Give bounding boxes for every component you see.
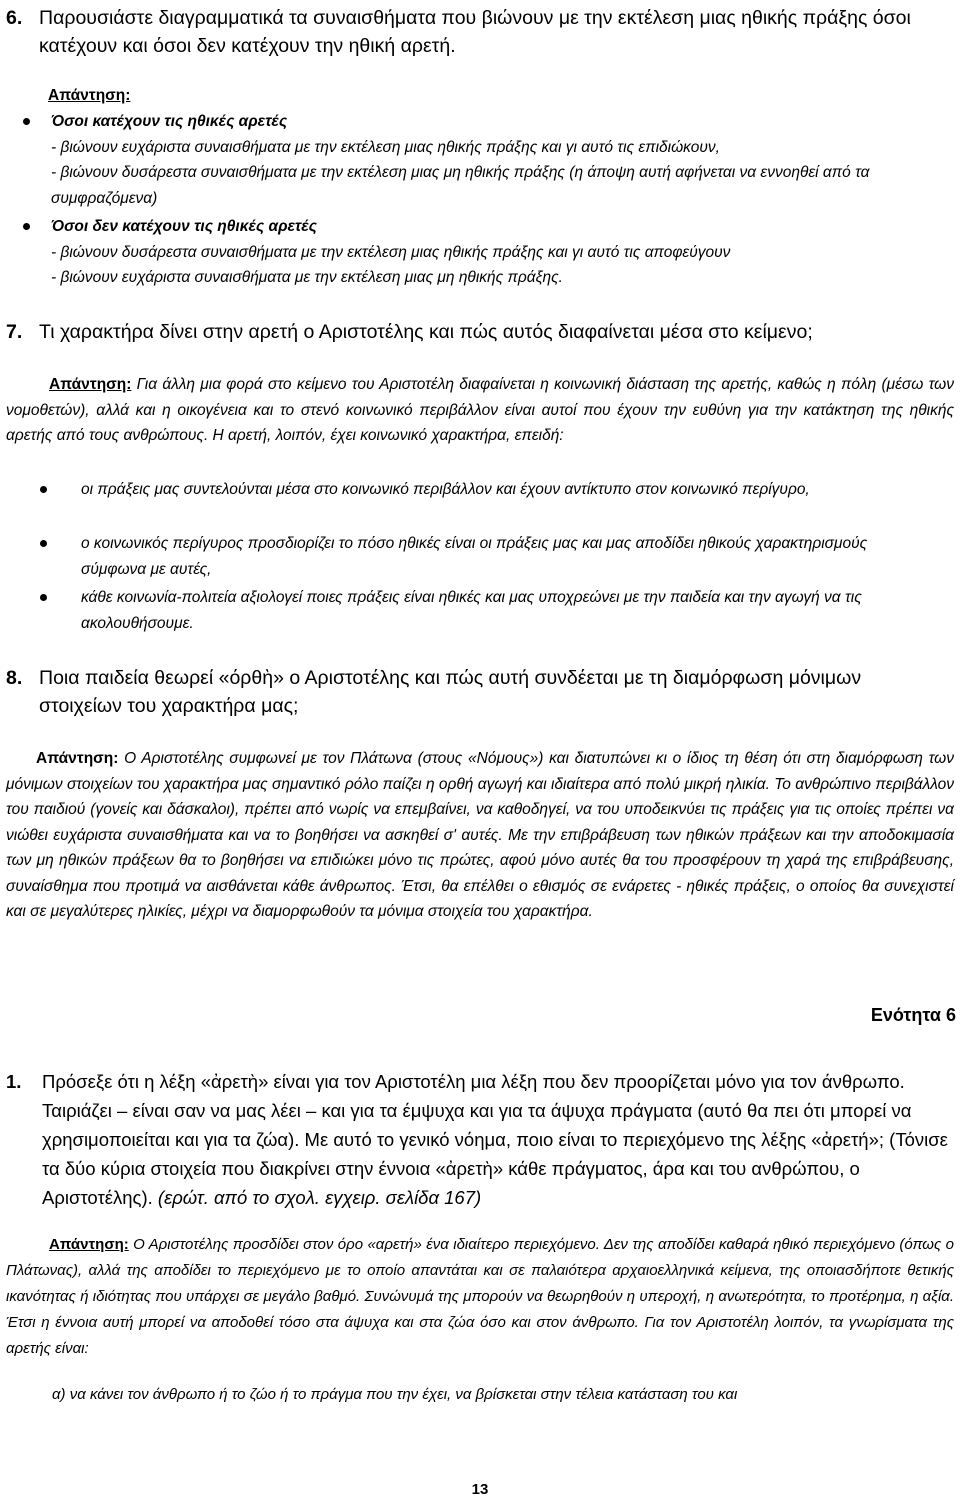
question-text: Πρόσεξε ότι η λέξη «ἀρετὴ» είναι για τον Αριστοτέλη μια λέξη που δεν προορίζεται μόνο για τον άνθρωπο. Ταιριάζει – είναι σαν να μας λέει – και για τα έμψυχα και για τα άψυχα πράγματα (αυτό θα πει ότι μπορεί να χρησιμοποιείται και για τα ζώα). Με αυτό το γενικό νόημα, ποιο είναι το περιεχόμενο της λέξης «ἀρετή»; (Τόνισε τα δύο κύρια στοιχεία που διακρίνει στην έννοια «ἀρετὴ» κάθε πράγματος, άρα και του ανθρώπου, ο Αριστοτέλης). <box>42 1071 948 1208</box>
question-1 <box>6 1067 956 1212</box>
group-1-title: Όσοι κατέχουν τις ηθικές αρετές <box>51 113 288 130</box>
question-number: 8. <box>6 667 23 689</box>
group-1-line: - βιώνουν δυσάρεστα συναισθήματα με την εκτέλεση μιας μη ηθικής πράξης (η άποψη αυτή αφήνεται να εννοηθεί από τα συμφραζόμενα) <box>51 164 870 207</box>
bullet-icon <box>40 540 47 547</box>
bullet-item: οι πράξεις μας συντελούνται μέσα στο κοινωνικό περιβάλλον και έχουν αντίκτυπο στον κοινωνικό περίγυρο, <box>81 481 810 498</box>
section-heading: Ενότητα 6 <box>870 1005 956 1025</box>
question-number: 1. <box>6 1071 22 1092</box>
question-text: Ποια παιδεία θεωρεί «όρθὴ» ο Αριστοτέλης και πώς αυτή συνδέεται με τη διαμόρφωση μόνιμων στοιχείων του χαρακτήρα μας; <box>39 667 862 717</box>
question-reference: (ερώτ. από το σχολ. εγχειρ. σελίδα 167) <box>152 1187 482 1208</box>
answer-text: Για άλλη μια φορά στο κείμενο του Αριστοτέλη διαφαίνεται η κοινωνική διάσταση της αρετής, καθώς η πόλη (μέσω των νομοθετών), αλλά και η οικογένεια και το στενό κοινωνικό περιβάλλον είναι αυτοί που έχουν την ευθύνη για την κατάκτηση της ηθικής αρετής από τους ανθρώπους. Η αρετή, λοιπόν, έχει κοινωνικό χαρακτήρα, επειδή: <box>6 376 954 444</box>
answer-label: Απάντηση: <box>49 1236 129 1253</box>
group-1 <box>51 109 951 211</box>
group-2 <box>51 214 951 291</box>
answer-text: Ο Αριστοτέλης προσδίδει στον όρο «αρετή» ένα ιδιαίτερο περιεχόμενο. Δεν της αποδίδει καθαρά ηθικό περιεχόμενο (όπως ο Πλάτωνας), αλλά της αποδίδει το περιεχόμενο με το οποίο απαντάται και σε παλαιότερα αρχαιοελληνικά κείμενα, της οποιασδήποτε θετικής ικανότητας ή ιδιότητας που υπάρχει σε μεγάλο βαθμό. Συνώνυμά της μπορούν να θεωρηθούν η υπεροχή, η ανωτερότητα, το προτέρημα, η αξία. Έτσι η έννοια αυτή μπορεί να αποδοθεί τόσο στα άψυχα και στα ζώα όσο και στον άνθρωπο. Για τον Αριστοτέλη λοιπόν, τα γνωρίσματα της αρετής είναι: <box>6 1236 954 1357</box>
question-6 <box>6 4 956 60</box>
question-7 <box>6 318 956 346</box>
answer-item-a: α) να κάνει τον άνθρωπο ή το ζώο ή το πράγμα που την έχει, να βρίσκεται στην τέλεια κατάσταση του και <box>52 1386 738 1403</box>
bullet-icon <box>23 118 30 125</box>
question-8 <box>6 664 886 720</box>
group-1-line: - βιώνουν ευχάριστα συναισθήματα με την εκτέλεση μιας ηθικής πράξης και γι αυτό τις επιδιώκουν, <box>51 138 720 156</box>
answer-q8 <box>6 746 954 925</box>
answer-text: Ο Αριστοτέλης συμφωνεί με τον Πλάτωνα (στους «Νόμους») και διατυπώνει κι ο ίδιος τη θέση ότι στη διαμόρφωση των μόνιμων στοιχείων του χαρακτήρα μας σημαντικό ρόλο παίζει η ορθή αγωγή και ιδιαίτερα από πολύ μικρή ηλικία. Το ανθρώπινο περιβάλλον του παιδιού (γονείς και δάσκαλοι), πρέπει από νωρίς να επεμβαίνει, να καθοδηγεί, να του υποδεικνύει τις πράξεις για τις οποίες πρέπει να νιώθει ευχάριστα συναισθήματα και να το βοηθήσει να ασκηθεί σ' αυτές. Με την επιβράβευση των ηθικών πράξεων και την αποδοκιμασία των μη ηθικών πράξεων θα το βοηθήσει να επιδιώκει μόνο τις πρώτες, αφού μόνο αυτές θα του προσφέρουν τη χαρά της επιβράβευσης, συναίσθημα που προτιμά να αισθάνεται κάθε άνθρωπος. Έτσι, θα επέλθει ο εθισμός σε ενάρετες - ηθικές πράξεις, ο οποίος θα συνεχιστεί και σε μεγαλύτερες ηλικίες, μέχρι να διαμορφωθούν τα μόνιμα στοιχεία του χαρακτήρα. <box>6 750 954 920</box>
bullet-item: κάθε κοινωνία-πολιτεία αξιολογεί ποιες πράξεις είναι ηθικές και μας υποχρεώνει με την παιδεία και την αγωγή να τις ακολουθήσουμε. <box>81 589 862 632</box>
question-number: 6. <box>6 7 23 29</box>
answer-label: Απάντηση: <box>36 750 119 767</box>
question-number: 7. <box>6 321 23 343</box>
question-text: Παρουσιάστε διαγραμματικά τα συναισθήματα που βιώνουν με την εκτέλεση μιας ηθικής πράξης όσοι κατέχουν και όσοι δεν κατέχουν την ηθική αρετή. <box>39 7 911 57</box>
bullet-icon <box>23 223 30 230</box>
answer-q7 <box>6 372 954 449</box>
group-2-line: - βιώνουν δυσάρεστα συναισθήματα με την εκτέλεση μιας ηθικής πράξης και γι αυτό τις αποφεύγουν <box>51 243 731 261</box>
bullet-icon <box>40 486 47 493</box>
answer-label: Απάντηση: <box>49 376 132 393</box>
bullet-item: ο κοινωνικός περίγυρος προσδιορίζει το πόσο ηθικές είναι οι πράξεις μας και μας αποδίδει ηθικούς χαρακτηρισμούς σύμφωνα με αυτές, <box>81 535 868 578</box>
bullet-icon <box>40 594 47 601</box>
question-text: Τι χαρακτήρα δίνει στην αρετή ο Αριστοτέλης και πώς αυτός διαφαίνεται μέσα στο κείμενο; <box>39 321 813 343</box>
group-2-line: - βιώνουν ευχάριστα συναισθήματα με την εκτέλεση μιας μη ηθικής πράξης. <box>51 269 563 286</box>
page-number: 13 <box>471 1481 489 1498</box>
answer-q1 <box>6 1232 954 1362</box>
group-2-title: Όσοι δεν κατέχουν τις ηθικές αρετές <box>51 218 317 235</box>
answer-label-q6: Απάντηση: <box>48 87 131 104</box>
